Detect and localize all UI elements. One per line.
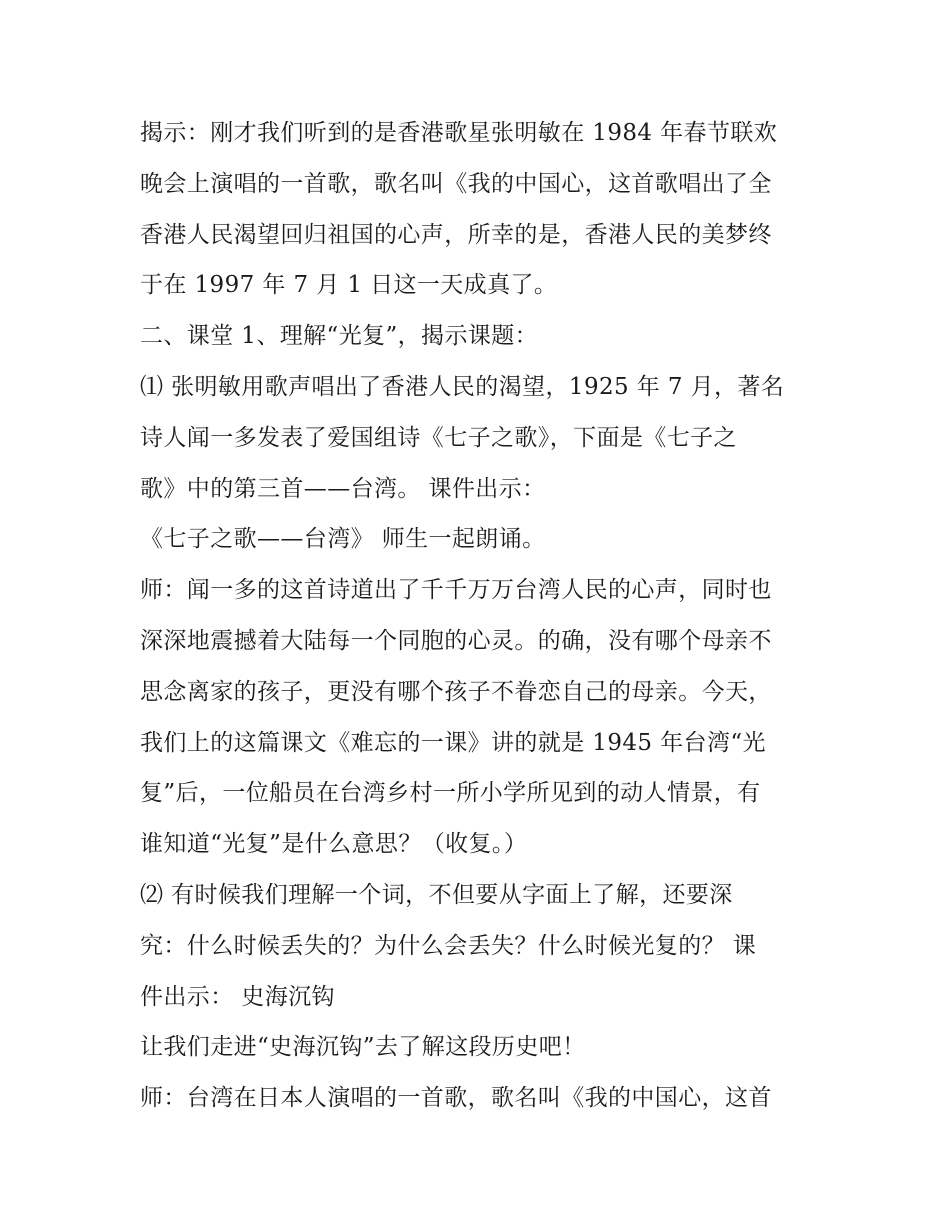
text-line: 师：台湾在日本人演唱的一首歌，歌名叫《我的中国心，这首: [140, 1085, 772, 1112]
text-line: 究：什么时候丢失的？为什么会丢失？什么时候光复的？ 课: [140, 932, 757, 959]
text-line: 诗人闻一多发表了爱国组诗《七子之歌》，下面是《七子之: [140, 424, 737, 451]
text-line: 件出示： 史海沉钩: [140, 983, 335, 1010]
text-line: 思念离家的孩子，更没有哪个孩子不眷恋自己的母亲。今天，: [140, 678, 772, 705]
text-line: 我们上的这篇课文《难忘的一课》讲的就是 1945 年台湾“光: [140, 729, 766, 756]
text-line: 谁知道“光复”是什么意思？（收复。）: [140, 831, 528, 858]
text-line: ⑵ 有时候我们理解一个词，不但要从字面上了解，还要深: [140, 881, 733, 908]
text-line: 师：闻一多的这首诗道出了千千万万台湾人民的心声，同时也: [140, 577, 772, 604]
text-line: 深深地震撼着大陆每一个同胞的心灵。的确，没有哪个母亲不: [140, 627, 772, 654]
section-heading: 二、课堂 1、理解“光复”，揭示课题：: [140, 323, 539, 350]
text-line: ⑴ 张明敏用歌声唱出了香港人民的渴望，1925 年 7 月，著名: [140, 373, 785, 400]
text-line: 香港人民渴望回归祖国的心声，所幸的是，香港人民的美梦终: [140, 221, 772, 248]
text-line: 揭示：刚才我们听到的是香港歌星张明敏在 1984 年春节联欢: [140, 120, 778, 146]
text-line: 晚会上演唱的一首歌，歌名叫《我的中国心，这首歌唱出了全: [140, 170, 772, 197]
text-line: 让我们走进“史海沉钩”去了解这段历史吧！: [140, 1034, 586, 1061]
text-line: 复”后，一位船员在台湾乡村一所小学所见到的动人情景，有: [140, 780, 761, 807]
text-line: 歌》中的第三首——台湾。 课件出示：: [140, 475, 546, 502]
text-line: 《七子之歌——台湾》 师生一起朗诵。: [140, 526, 546, 553]
document-body: [140, 108, 830, 1124]
text-line: 于在 1997 年 7 月 1 日这一天成真了。: [140, 272, 558, 299]
